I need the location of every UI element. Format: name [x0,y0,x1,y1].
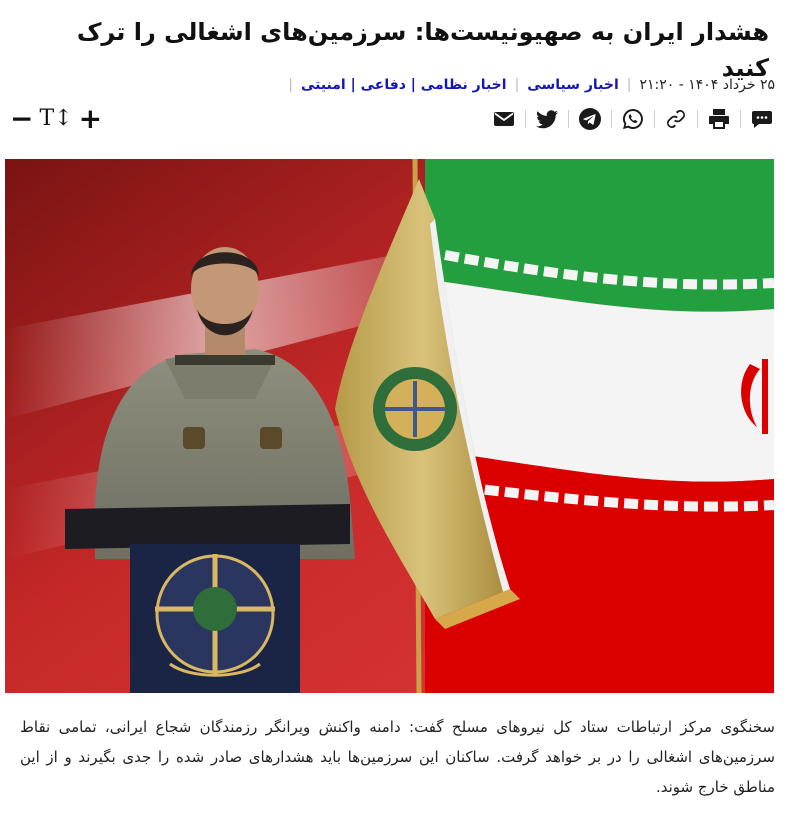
divider [568,110,569,128]
divider: | [626,77,632,93]
category-link-politics[interactable]: اخبار سیاسی [527,77,619,93]
divider: | [514,77,520,93]
divider [740,110,741,128]
font-increase-button[interactable]: + [78,102,103,135]
article-title: هشدار ایران به صهیونیست‌ها: سرزمین‌های اشغالی را ترک کنید [76,18,769,82]
article-meta [175,74,775,96]
twitter-icon[interactable] [532,104,562,134]
share-toolbar [489,104,777,134]
print-icon[interactable] [704,104,734,134]
font-decrease-button[interactable]: − [10,102,34,135]
link-icon[interactable] [661,104,691,134]
whatsapp-icon[interactable] [618,104,648,134]
publish-date: ۲۵ خرداد ۱۴۰۴ - ۲۱:۲۰ [639,77,775,93]
font-size-controls [10,104,102,134]
divider [654,110,655,128]
comment-icon[interactable] [747,104,777,134]
category-link-military[interactable]: اخبار نظامی | دفاعی | امنیتی [300,77,507,93]
article-image [5,159,774,693]
divider [611,110,612,128]
divider: | [288,77,293,93]
email-icon[interactable] [489,104,519,134]
divider [697,110,698,128]
font-size-label: T↕ [39,106,73,131]
telegram-icon[interactable] [575,104,605,134]
image-caption: سخنگوی مرکز ارتباطات ستاد کل نیروهای مسلح گفت: دامنه واکنش ویرانگر رزمندگان شجاع ایرانی، تمامی نقاط سرزمین‌های اشغالی را در بر خواهد گرفت. ساکنان این سرزمین‌ها باید هشدارهای صادر شده را جدی بگیرند و از این مناطق خارج شوند. [20,718,775,796]
divider [525,110,526,128]
